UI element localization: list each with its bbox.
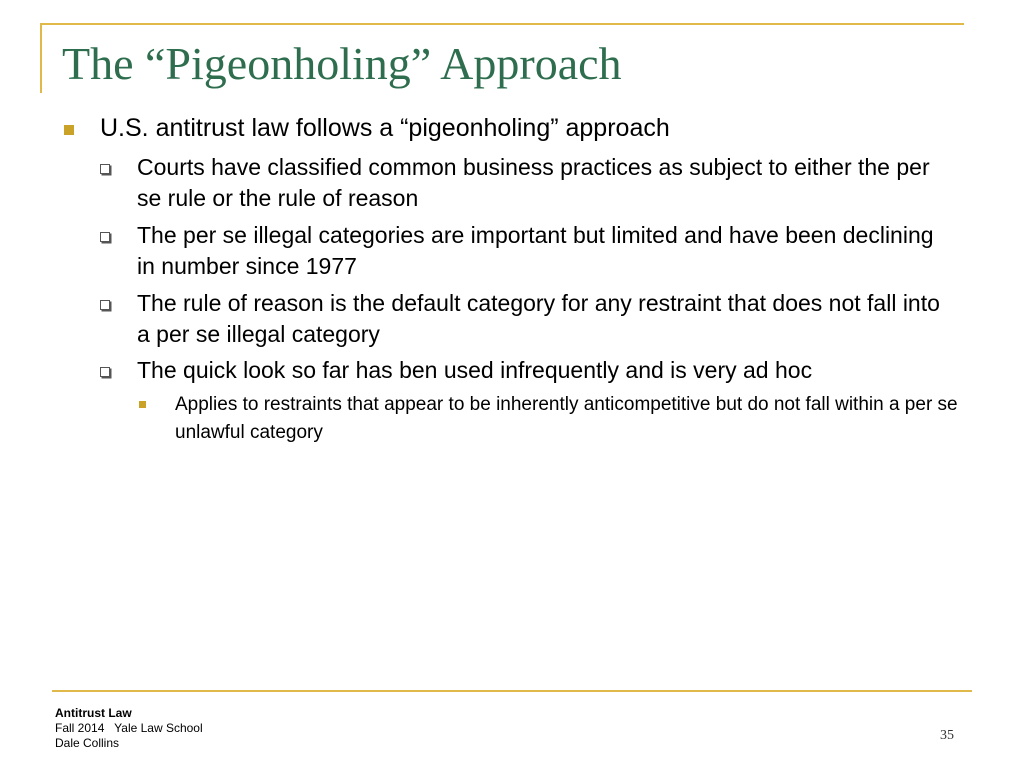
box-bullet-icon xyxy=(100,300,110,310)
bullet-level-1: U.S. antitrust law follows a “pigeonholing” approach xyxy=(100,114,670,142)
box-bullet-icon xyxy=(100,367,110,377)
footer-term-school: Fall 2014 Yale Law School xyxy=(55,721,203,735)
box-bullet-icon xyxy=(100,164,110,174)
square-bullet-icon xyxy=(139,401,146,408)
footer-divider xyxy=(52,690,972,692)
bullet-level-2: The per se illegal categories are important but limited and have been declining in number since 1977 xyxy=(137,222,934,279)
box-bullet-icon xyxy=(100,232,110,242)
footer xyxy=(55,706,203,751)
square-bullet-icon xyxy=(64,125,74,135)
top-border-line xyxy=(40,23,964,25)
footer-course: Antitrust Law xyxy=(55,706,132,720)
footer-author: Dale Collins xyxy=(55,736,120,750)
bullet-level-2: The rule of reason is the default category for any restraint that does not fall into a per se illegal category xyxy=(137,290,940,347)
page-number: 35 xyxy=(940,728,954,743)
bullet-level-2: The quick look so far has ben used infrequently and is very ad hoc xyxy=(137,357,813,383)
bullet-level-2: Courts have classified common business practices as subject to either the per se rule or the rule of reason xyxy=(137,154,930,211)
left-border-line xyxy=(40,23,42,93)
slide-title: The “Pigeonholing” Approach xyxy=(62,38,622,89)
bullet-level-3: Applies to restraints that appear to be inherently anticompetitive but do not fall within a per se unlawful category xyxy=(175,394,958,443)
